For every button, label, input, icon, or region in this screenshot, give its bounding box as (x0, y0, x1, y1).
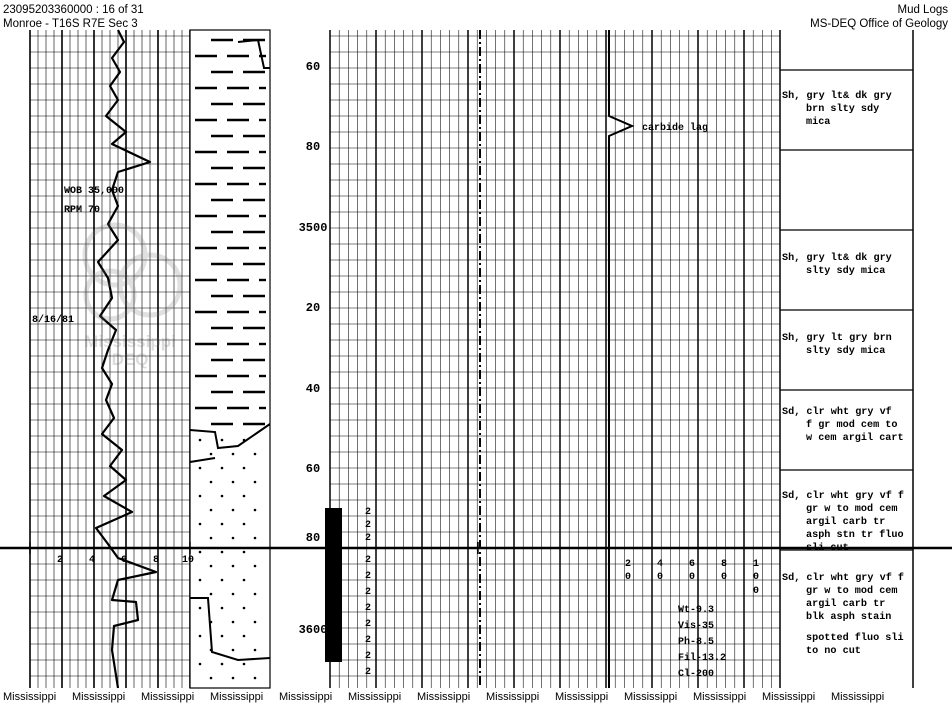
sand-dot (210, 565, 213, 568)
lithology-description: w cem argil cart (806, 433, 903, 444)
sand-dot (243, 635, 246, 638)
rate-scale-label: 4 (88, 555, 96, 566)
footer-watermark-label: Mississippi (141, 691, 195, 703)
sand-dot (254, 649, 257, 652)
gas-scale-label: 8 (720, 559, 728, 570)
sand-dot (199, 523, 202, 526)
gas-scale-label: 2 (624, 559, 632, 570)
sand-dot (221, 663, 224, 666)
watermark-text: Mississippi DEQ (84, 332, 176, 369)
footer-watermark-label: Mississippi (348, 691, 402, 703)
sand-dot (243, 663, 246, 666)
sand-dot (221, 523, 224, 526)
lithology-description: spotted fluo sli (806, 633, 903, 644)
footer-watermark-label: Mississippi (279, 691, 333, 703)
sand-dot (199, 495, 202, 498)
sample-number: 2 (364, 651, 372, 662)
lithology-column (190, 30, 270, 688)
sand-dot (221, 579, 224, 582)
sand-dot (232, 621, 235, 624)
sand-dot (210, 537, 213, 540)
lithology-description: sli cut (806, 543, 849, 554)
sand-dot (199, 607, 202, 610)
mud-property: Cl-200 (678, 669, 715, 680)
sand-dot (210, 677, 213, 680)
lithology-description: gr w to mod cem (806, 586, 897, 597)
sand-dot (210, 481, 213, 484)
total-gas-curve (609, 30, 632, 688)
gas-scale-zero: 0 (656, 572, 664, 583)
depth-label: 3500 (298, 221, 328, 235)
depth-label: 3600 (298, 623, 328, 637)
sand-dot (254, 481, 257, 484)
sample-number: 2 (364, 507, 372, 518)
sand-dot (243, 607, 246, 610)
gas-scale-zero: 0 (688, 572, 696, 583)
mud-property: Ph-8.5 (678, 637, 715, 648)
gas-scale-label: 4 (656, 559, 664, 570)
deq-seal-icon (70, 215, 190, 335)
depth-label: 80 (305, 531, 321, 545)
sand-dot (232, 677, 235, 680)
lithology-description: argil carb tr (806, 517, 885, 528)
sand-dot (199, 579, 202, 582)
sand-dot (199, 467, 202, 470)
sand-dot (210, 593, 213, 596)
sand-dot (210, 453, 213, 456)
sand-dot (221, 467, 224, 470)
sand-dot (221, 551, 224, 554)
sample-number: 2 (364, 667, 372, 678)
depth-label: 80 (305, 140, 321, 154)
sand-dot (221, 635, 224, 638)
sand-dot (243, 467, 246, 470)
sand-dot (243, 523, 246, 526)
agency-label: MS-DEQ Office of Geology (810, 18, 948, 30)
sample-number: 2 (364, 619, 372, 630)
sand-dot (199, 663, 202, 666)
carbide-lag-note: carbide lag (642, 123, 709, 134)
footer-watermark-label: Mississippi (72, 691, 126, 703)
lithology-description: gr w to mod cem (806, 504, 897, 515)
sample-number: 2 (364, 520, 372, 531)
sand-dot (243, 579, 246, 582)
lithology-description: f gr mod cem to (806, 420, 897, 431)
date-annotation: 8/16/81 (32, 315, 75, 326)
sample-number: 2 (364, 635, 372, 646)
depth-label: 40 (305, 382, 321, 396)
sand-dot (232, 453, 235, 456)
sample-number: 2 (364, 603, 372, 614)
lithology-description: blk asph stain (806, 612, 891, 623)
mud-property: Wt-9.3 (678, 605, 715, 616)
lithology-description: slty sdy mica (806, 266, 885, 277)
gas-scale-zero: 0 (752, 572, 760, 583)
rate-scale-label: 8 (152, 555, 160, 566)
lithology-description: Sh, gry lt& dk gry (782, 253, 891, 264)
rate-scale-label: 2 (56, 555, 64, 566)
deq-watermark (70, 215, 190, 375)
api-page-label: 23095203360000 : 16 of 31 (3, 4, 144, 16)
gas-scale-zero: 0 (720, 572, 728, 583)
sand-dot (232, 537, 235, 540)
footer-watermark-label: Mississippi (210, 691, 264, 703)
rpm-annotation: RPM 70 (64, 205, 101, 216)
sand-dot (254, 593, 257, 596)
sand-dot (232, 649, 235, 652)
rate-scale-label: 10 (181, 555, 195, 566)
lithology-description: to no cut (806, 646, 861, 657)
sand-dot (232, 565, 235, 568)
sand-dot (243, 495, 246, 498)
sand-dot (221, 607, 224, 610)
sand-dot (254, 677, 257, 680)
footer-watermark-label: Mississippi (762, 691, 816, 703)
rate-scale-label: 6 (120, 555, 128, 566)
sand-dot (254, 509, 257, 512)
lithology-description: slty sdy mica (806, 346, 885, 357)
lithology-description: Sh, gry lt gry brn (782, 333, 891, 344)
lithology-description: Sd, clr wht gry vf f (782, 573, 903, 584)
footer-watermark-row (0, 690, 952, 705)
footer-watermark-label: Mississippi (486, 691, 540, 703)
sample-interval-bar (325, 508, 342, 662)
sand-dot (232, 509, 235, 512)
mud-property: Vis-35 (678, 621, 715, 632)
lithology-description: Sh, gry lt& dk gry (782, 91, 891, 102)
sample-number: 2 (364, 555, 372, 566)
sand-dot (199, 439, 202, 442)
footer-watermark-label: Mississippi (624, 691, 678, 703)
sand-dot (199, 551, 202, 554)
sand-dot (254, 565, 257, 568)
footer-watermark-label: Mississippi (3, 691, 57, 703)
wob-annotation: WOB 35,000 (64, 186, 125, 197)
depth-label: 60 (305, 60, 321, 74)
sand-dot (254, 621, 257, 624)
lithology-description: argil carb tr (806, 599, 885, 610)
mud-property: Fil-13.2 (678, 653, 727, 664)
sand-dot (232, 481, 235, 484)
sand-dot (199, 635, 202, 638)
footer-watermark-label: Mississippi (831, 691, 885, 703)
sand-dot (221, 495, 224, 498)
gas-scale-label: 1 (752, 559, 760, 570)
sample-number: 2 (364, 587, 372, 598)
lithology-description: brn slty sdy (806, 104, 879, 115)
sand-dot (221, 439, 224, 442)
sample-number: 2 (364, 533, 372, 544)
footer-watermark-label: Mississippi (693, 691, 747, 703)
sand-dot (254, 537, 257, 540)
lithology-description: mica (806, 117, 831, 128)
gas-scale-zero: 0 (624, 572, 632, 583)
gas-scale-label: 6 (688, 559, 696, 570)
depth-label: 60 (305, 462, 321, 476)
depth-label: 20 (305, 301, 321, 315)
sand-dot (210, 509, 213, 512)
lithology-description: Sd, clr wht gry vf f (782, 491, 903, 502)
lithology-description: Sd, clr wht gry vf (782, 407, 891, 418)
sample-number: 2 (364, 571, 372, 582)
gas-scale-zero: 0 (752, 586, 760, 597)
sand-dot (243, 551, 246, 554)
sand-dot (254, 453, 257, 456)
location-label: Monroe - T16S R7E Sec 3 (3, 18, 138, 30)
lithology-description: asph stn tr fluo (806, 530, 903, 541)
doc-type-label: Mud Logs (897, 4, 948, 16)
sand-dot (232, 593, 235, 596)
footer-watermark-label: Mississippi (417, 691, 471, 703)
footer-watermark-label: Mississippi (555, 691, 609, 703)
